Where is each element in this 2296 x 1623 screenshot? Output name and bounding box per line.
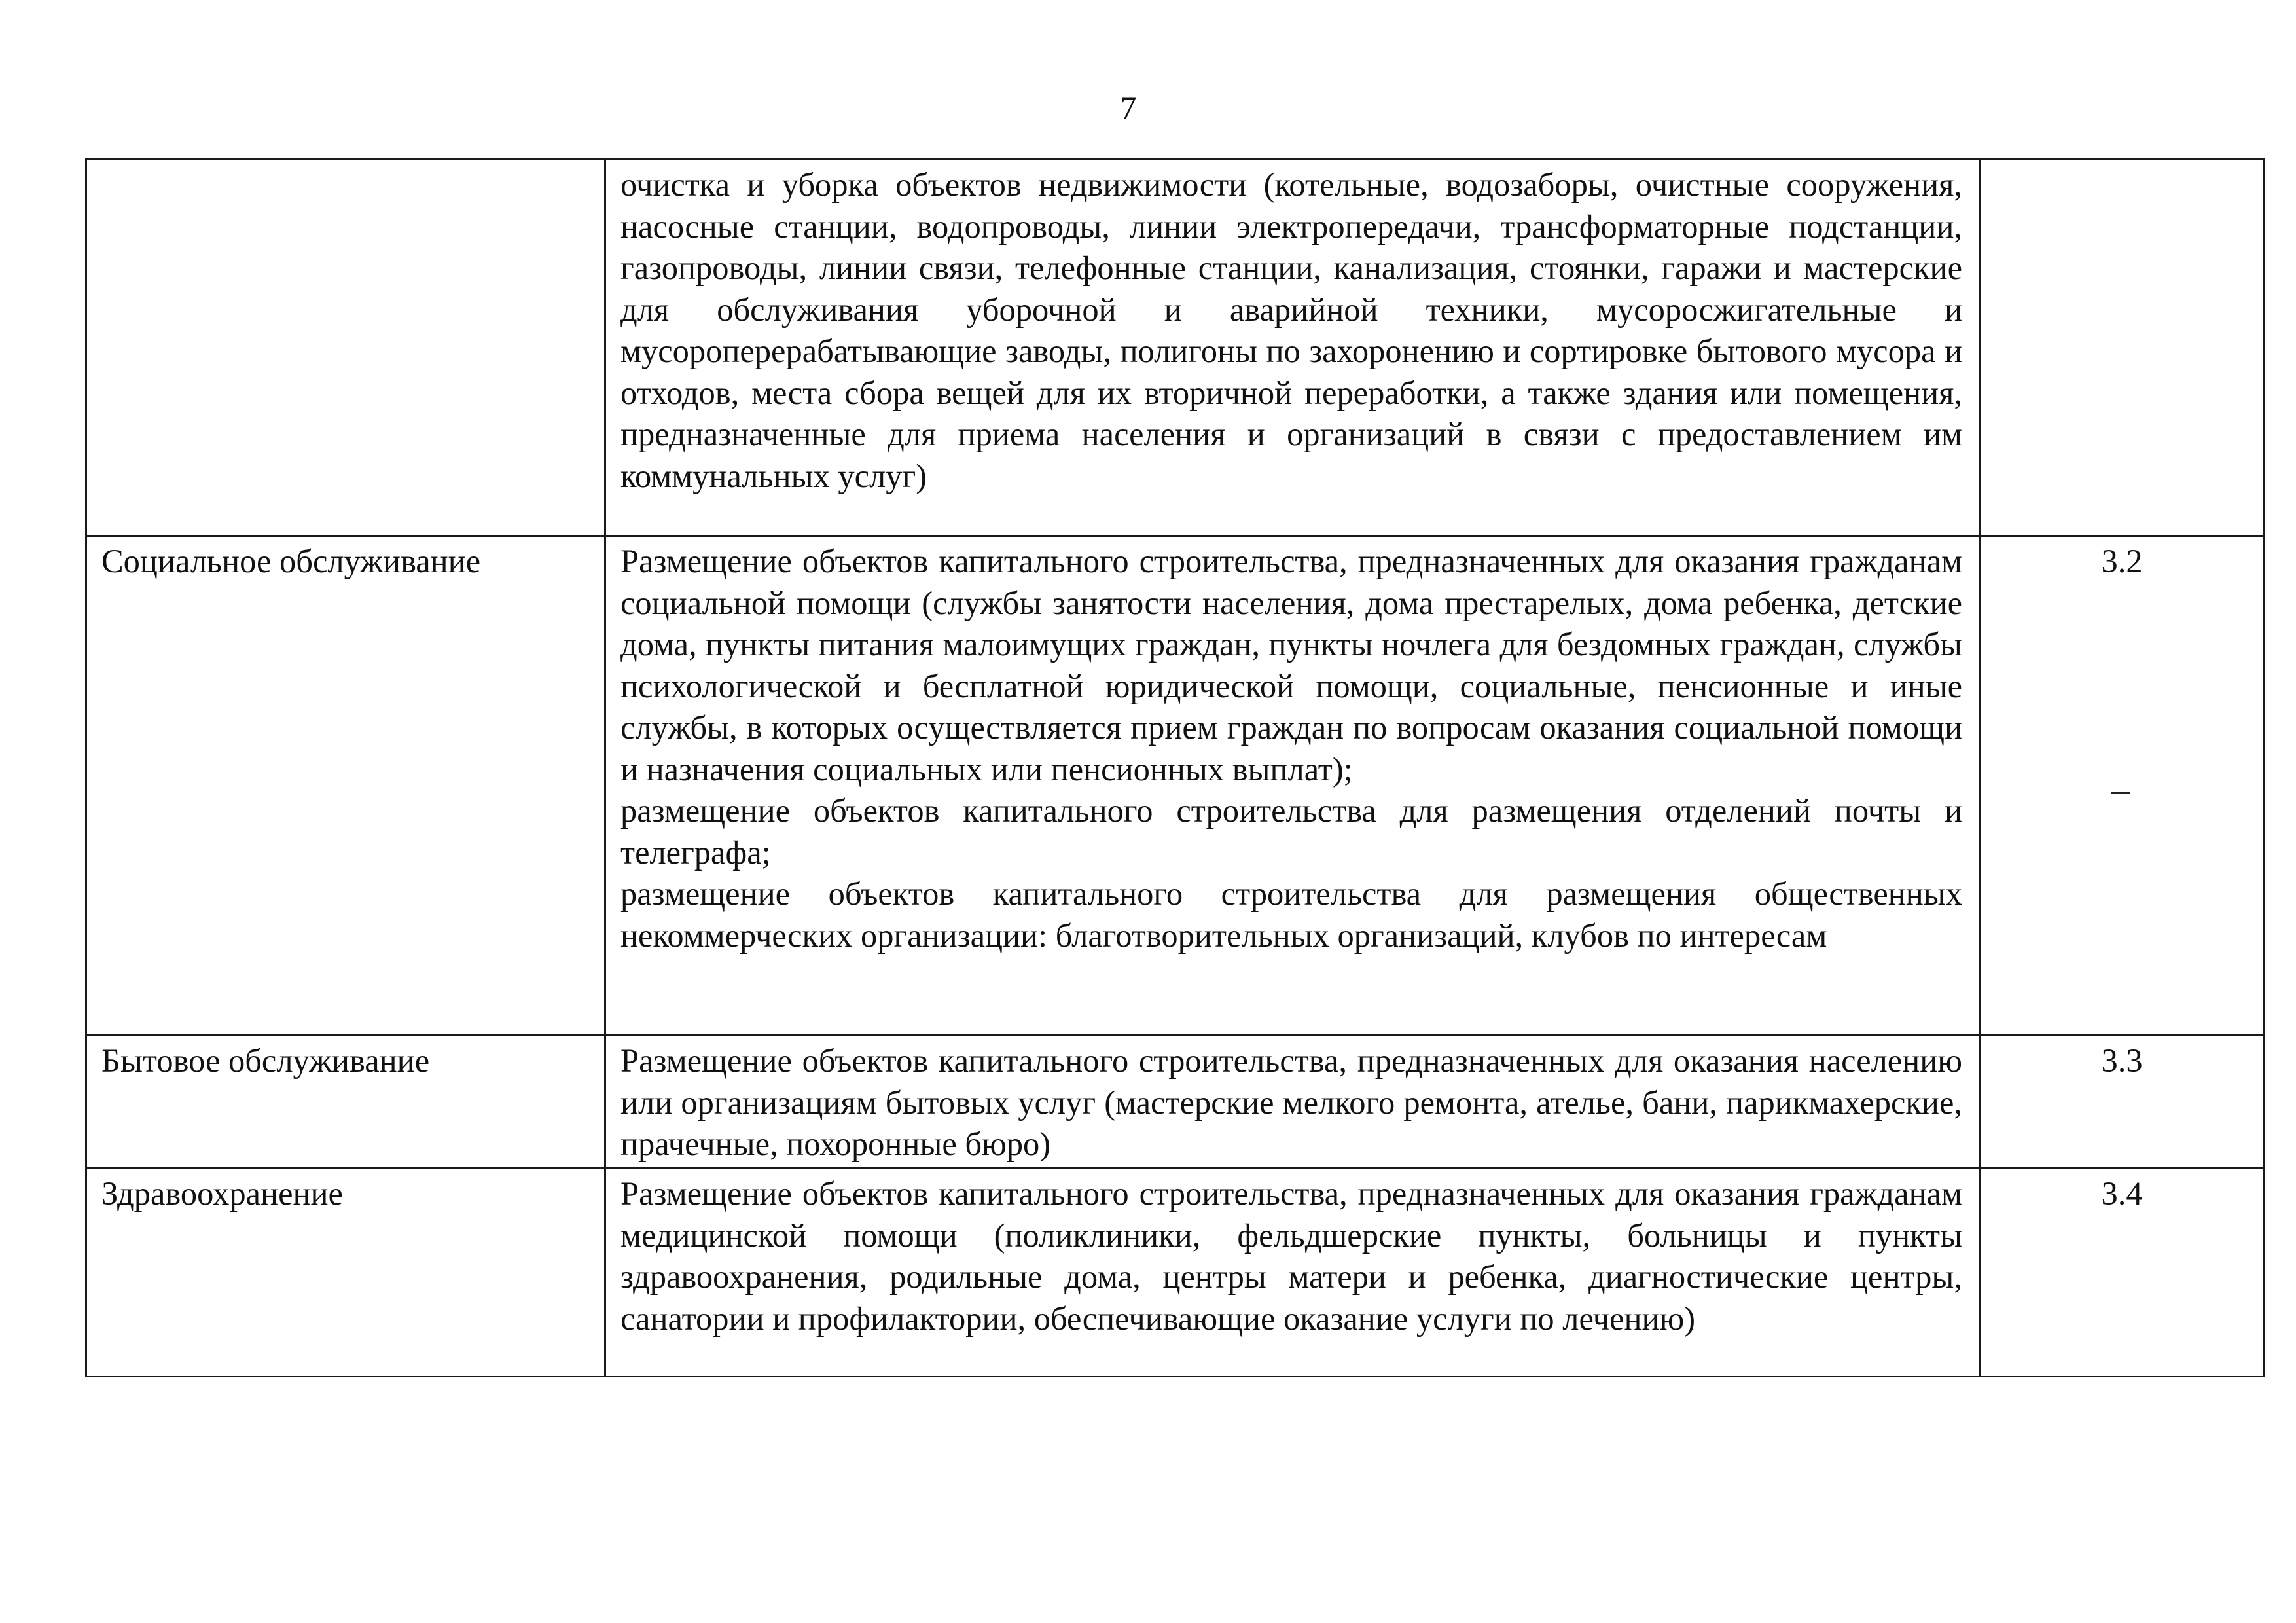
table-row: [86, 160, 2264, 536]
dash-mark: [2111, 792, 2130, 794]
description-paragraph: размещение объектов капитального строительства для размещения общественных некоммерческих организации: благотворительных организаций, клубов по интересам: [620, 875, 1962, 954]
description-paragraph: Размещение объектов капитального строительства, предназначенных для оказания гражданам медицинской помощи (поликлиники, фельдшерские пункты, больницы и пункты здравоохранения, родильные дома, центры матери и ребенка, диагностические центры, санатории и профилактории, обеспечивающие оказание услуги по лечению): [620, 1175, 1962, 1337]
row-name-cell: [86, 160, 605, 536]
page-number: 7: [1120, 89, 1137, 126]
land-use-table: [85, 158, 2265, 1377]
row-code-cell: [1981, 160, 2264, 536]
description-paragraph: очистка и уборка объектов недвижимости (котельные, водозаборы, очистные сооружения, насосные станции, водопроводы, линии электропередачи, трансформаторные подстанции, газопроводы, линии связи, телефонные станции, канализация, стоянки, гаражи и мастерские для обслуживания уборочной и аварийной техники, мусоросжигательные и мусороперерабатывающие заводы, полигоны по захоронению и сортировке бытового мусора и отходов, места сбора вещей для их вторичной переработки, а также здания или помещения, предназначенные для приема населения и организаций в связи с предоставлением им коммунальных услуг): [620, 166, 1962, 494]
row-description-cell: [605, 1036, 1981, 1169]
description-paragraph: Размещение объектов капитального строительства, предназначенных для оказания гражданам социальной помощи (службы занятости населения, дома престарелых, дома ребенка, детские дома, пункты питания малоимущих граждан, пункты ночлега для бездомных граждан, службы психологической и бесплатной юридической помощи, социальные, пенсионные и иные службы, в которых осуществляется прием граждан по вопросам оказания социальной помощи и назначения социальных или пенсионных выплат);: [620, 543, 1962, 788]
row-code-cell: 3.3: [1981, 1036, 2264, 1169]
row-name-cell: Социальное обслуживание: [86, 536, 605, 1036]
row-description-cell: [605, 160, 1981, 536]
table-row: [86, 536, 2264, 1036]
description-paragraph: Размещение объектов капитального строительства, предназначенных для оказания населению или организациям бытовых услуг (мастерские мелкого ремонта, ателье, бани, парикмахерские, прачечные, похоронные бюро): [620, 1042, 1962, 1162]
row-name-cell: Бытовое обслуживание: [86, 1036, 605, 1169]
description-paragraph: размещение объектов капитального строительства для размещения отделений почты и телеграфа;: [620, 792, 1962, 871]
row-description-cell: [605, 1169, 1981, 1377]
row-code-value: 3.2: [2101, 543, 2143, 579]
row-code-cell: [1981, 536, 2264, 1036]
table-row: [86, 1169, 2264, 1377]
row-name-cell: Здравоохранение: [86, 1169, 605, 1377]
table-row: [86, 1036, 2264, 1169]
row-description-cell: [605, 536, 1981, 1036]
row-code-cell: 3.4: [1981, 1169, 2264, 1377]
